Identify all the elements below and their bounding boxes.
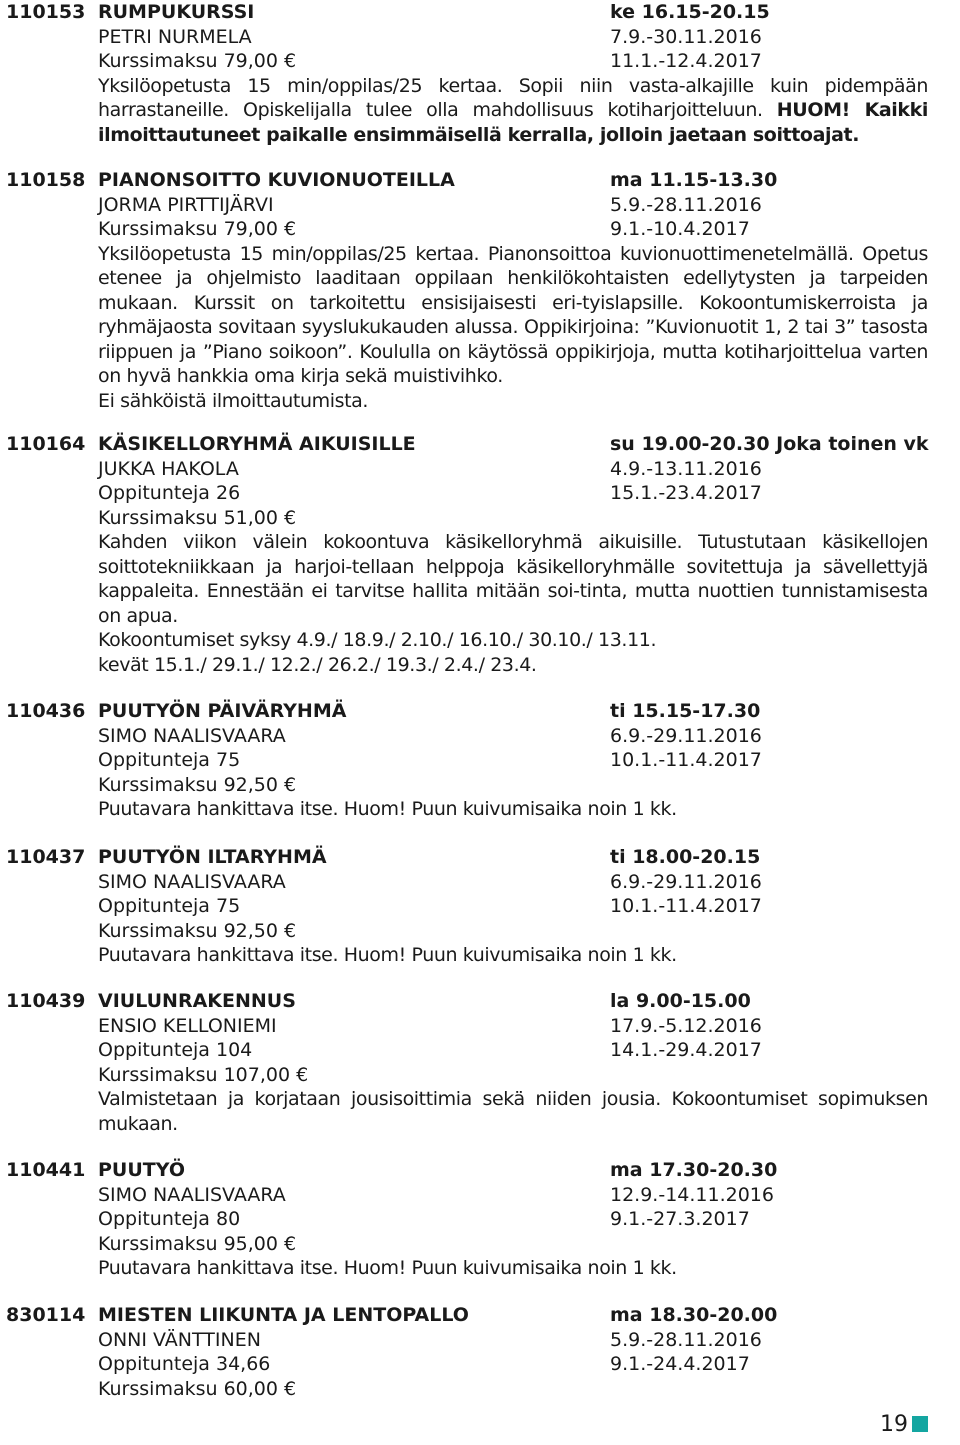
course-price: Kurssimaksu 92,50 € — [98, 773, 297, 796]
description-text: Puutavara hankittava itse. Huom! Puun kuivumisaika noin 1 kk. — [98, 1257, 677, 1279]
course-code: 110158 — [6, 169, 86, 191]
course-dates-autumn: 6.9.-29.11.2016 — [610, 870, 762, 893]
description-extra: Ei sähköistä ilmoittautumista. — [98, 389, 369, 412]
course-title: PUUTYÖN PÄIVÄRYHMÄ — [98, 700, 347, 722]
description-text: Puutavara hankittava itse. Huom! Puun kuivumisaika noin 1 kk. — [98, 798, 677, 820]
course-code: 110441 — [6, 1159, 86, 1181]
course-price: Kurssimaksu 79,00 € — [98, 218, 297, 240]
course-110436 — [6, 699, 946, 822]
course-lessons: Oppitunteja 26 — [98, 482, 241, 504]
course-teacher: PETRI NURMELA — [98, 25, 252, 48]
course-title: PUUTYÖN ILTARYHMÄ — [98, 846, 327, 868]
course-lessons: Oppitunteja 34,66 — [98, 1353, 271, 1375]
course-dates-autumn: 5.9.-28.11.2016 — [610, 193, 762, 216]
course-teacher: JUKKA HAKOLA — [98, 457, 239, 480]
course-teacher: SIMO NAALISVAARA — [98, 1183, 286, 1206]
course-110439 — [6, 989, 946, 1136]
course-schedule: ma 18.30-20.00 — [610, 1304, 778, 1326]
course-title: PUUTYÖ — [98, 1159, 185, 1181]
course-code: 110436 — [6, 700, 86, 722]
course-dates-spring: 9.1.-24.4.2017 — [610, 1353, 750, 1375]
course-description — [98, 1087, 928, 1136]
course-110441 — [6, 1158, 946, 1281]
note-text: HUOM! Kaikki ilmoittautuneet paikalle ensimmäisellä kerralla, jolloin jaetaan soittoajat. — [98, 99, 929, 146]
description-extra2: kevät 15.1./ 29.1./ 12.2./ 26.2./ 19.3./ 2.4./ 23.4. — [98, 653, 537, 676]
description-text: Puutavara hankittava itse. Huom! Puun kuivumisaika noin 1 kk. — [98, 944, 677, 966]
course-code: 110439 — [6, 990, 86, 1012]
course-teacher: ENSIO KELLONIEMI — [98, 1014, 277, 1037]
description-text: Yksilöopetusta 15 min/oppilas/25 kertaa. Sopii niin vasta-alkajille kuin pidempään harrastaneille. Opiskelijalla tulee olla mahdollisuus kotiharjoitteluun. — [98, 74, 928, 121]
course-dates-spring: 9.1.-10.4.2017 — [610, 218, 750, 240]
course-schedule: su 19.00-20.30 Joka toinen vk — [610, 433, 929, 455]
course-110153 — [6, 0, 946, 147]
course-110158 — [6, 168, 946, 413]
course-dates-autumn: 17.9.-5.12.2016 — [610, 1014, 762, 1037]
course-price: Kurssimaksu 51,00 € — [98, 506, 297, 529]
course-dates-autumn: 6.9.-29.11.2016 — [610, 724, 762, 747]
course-dates-autumn: 4.9.-13.11.2016 — [610, 457, 762, 480]
course-dates-spring: 10.1.-11.4.2017 — [610, 895, 762, 917]
course-schedule: la 9.00-15.00 — [610, 990, 751, 1012]
course-lessons: Oppitunteja 75 — [98, 749, 241, 771]
description-text: Kahden viikon välein kokoontuva käsikelloryhmä aikuisille. Tutustutaan käsikellojen soittotekniikkaan ja harjoi-tellaan helppoja käsikelloryhmälle sovitettuja ja sävellettyjä kappaleita. Ennestään ei tarvitse hallita mitään soi-tinta, mutta nuottien tunnistamisesta on apua. — [98, 531, 928, 627]
course-code: 110153 — [6, 1, 86, 23]
course-teacher: ONNI VÄNTTINEN — [98, 1328, 261, 1351]
course-schedule: ti 18.00-20.15 — [610, 846, 761, 868]
course-dates-autumn: 5.9.-28.11.2016 — [610, 1328, 762, 1351]
course-price: Kurssimaksu 107,00 € — [98, 1063, 309, 1086]
course-description — [98, 74, 928, 148]
course-description — [98, 530, 928, 677]
course-schedule: ma 17.30-20.30 — [610, 1159, 778, 1181]
course-price: Kurssimaksu 60,00 € — [98, 1377, 297, 1400]
course-teacher: JORMA PIRTTIJÄRVI — [98, 193, 274, 216]
course-schedule: ma 11.15-13.30 — [610, 169, 778, 191]
course-110437 — [6, 845, 946, 968]
course-lessons: Oppitunteja 80 — [98, 1208, 241, 1230]
course-title: MIESTEN LIIKUNTA JA LENTOPALLO — [98, 1304, 469, 1326]
course-price: Kurssimaksu 95,00 € — [98, 1232, 297, 1255]
accent-square-icon — [912, 1416, 928, 1432]
page-number — [880, 1413, 928, 1437]
course-price: Kurssimaksu 92,50 € — [98, 919, 297, 942]
course-code: 830114 — [6, 1304, 86, 1326]
course-title: KÄSIKELLORYHMÄ AIKUISILLE — [98, 433, 416, 455]
course-schedule: ke 16.15-20.15 — [610, 1, 770, 23]
description-extra: Kokoontumiset syksy 4.9./ 18.9./ 2.10./ 16.10./ 30.10./ 13.11. — [98, 629, 657, 651]
course-title: PIANONSOITTO KUVIONUOTEILLA — [98, 169, 455, 191]
course-description — [98, 242, 928, 414]
description-text: Valmistetaan ja korjataan jousisoittimia sekä niiden jousia. Kokoontumiset sopimuksen mukaan. — [98, 1088, 928, 1135]
course-price: Kurssimaksu 79,00 € — [98, 50, 297, 72]
course-teacher: SIMO NAALISVAARA — [98, 870, 286, 893]
course-dates-autumn: 12.9.-14.11.2016 — [610, 1183, 774, 1206]
course-110164 — [6, 432, 946, 677]
course-dates-spring: 10.1.-11.4.2017 — [610, 749, 762, 771]
description-text: Yksilöopetusta 15 min/oppilas/25 kertaa. Pianonsoittoa kuvionuottimenetelmällä. Opetus etenee ja ohjelmisto laaditaan oppilaan henkilökohtaisten edellytysten ja tarpeiden mukaan. Kurssit on tarkoitettu ensisijaisesti eri-tyislapsille. Kokoontumiskerroista ja ryhmäjaosta sovitaan syyslukukauden alussa. Oppikirjoina: ”Kuvionuotit 1, 2 tai 3” tasosta riippuen ja ”Piano soikoon”. Koululla on käytössä oppikirjoja, mutta kotiharjoittelua varten on hyvä hankkia oma kirja sekä muistivihko. — [98, 242, 928, 387]
course-title: RUMPUKURSSI — [98, 1, 255, 23]
course-description — [98, 797, 928, 822]
course-dates-spring: 15.1.-23.4.2017 — [610, 482, 762, 504]
course-code: 110164 — [6, 433, 86, 455]
course-dates-autumn: 7.9.-30.11.2016 — [610, 25, 762, 48]
course-title: VIULUNRAKENNUS — [98, 990, 296, 1012]
course-teacher: SIMO NAALISVAARA — [98, 724, 286, 747]
course-lessons: Oppitunteja 104 — [98, 1039, 253, 1061]
page-number-text: 19 — [880, 1412, 908, 1437]
course-description — [98, 1256, 928, 1281]
course-schedule: ti 15.15-17.30 — [610, 700, 761, 722]
course-dates-spring: 14.1.-29.4.2017 — [610, 1039, 762, 1061]
course-830114 — [6, 1303, 946, 1401]
course-dates-spring: 9.1.-27.3.2017 — [610, 1208, 750, 1230]
course-dates-spring: 11.1.-12.4.2017 — [610, 50, 762, 72]
course-code: 110437 — [6, 846, 86, 868]
course-description — [98, 943, 928, 968]
course-lessons: Oppitunteja 75 — [98, 895, 241, 917]
